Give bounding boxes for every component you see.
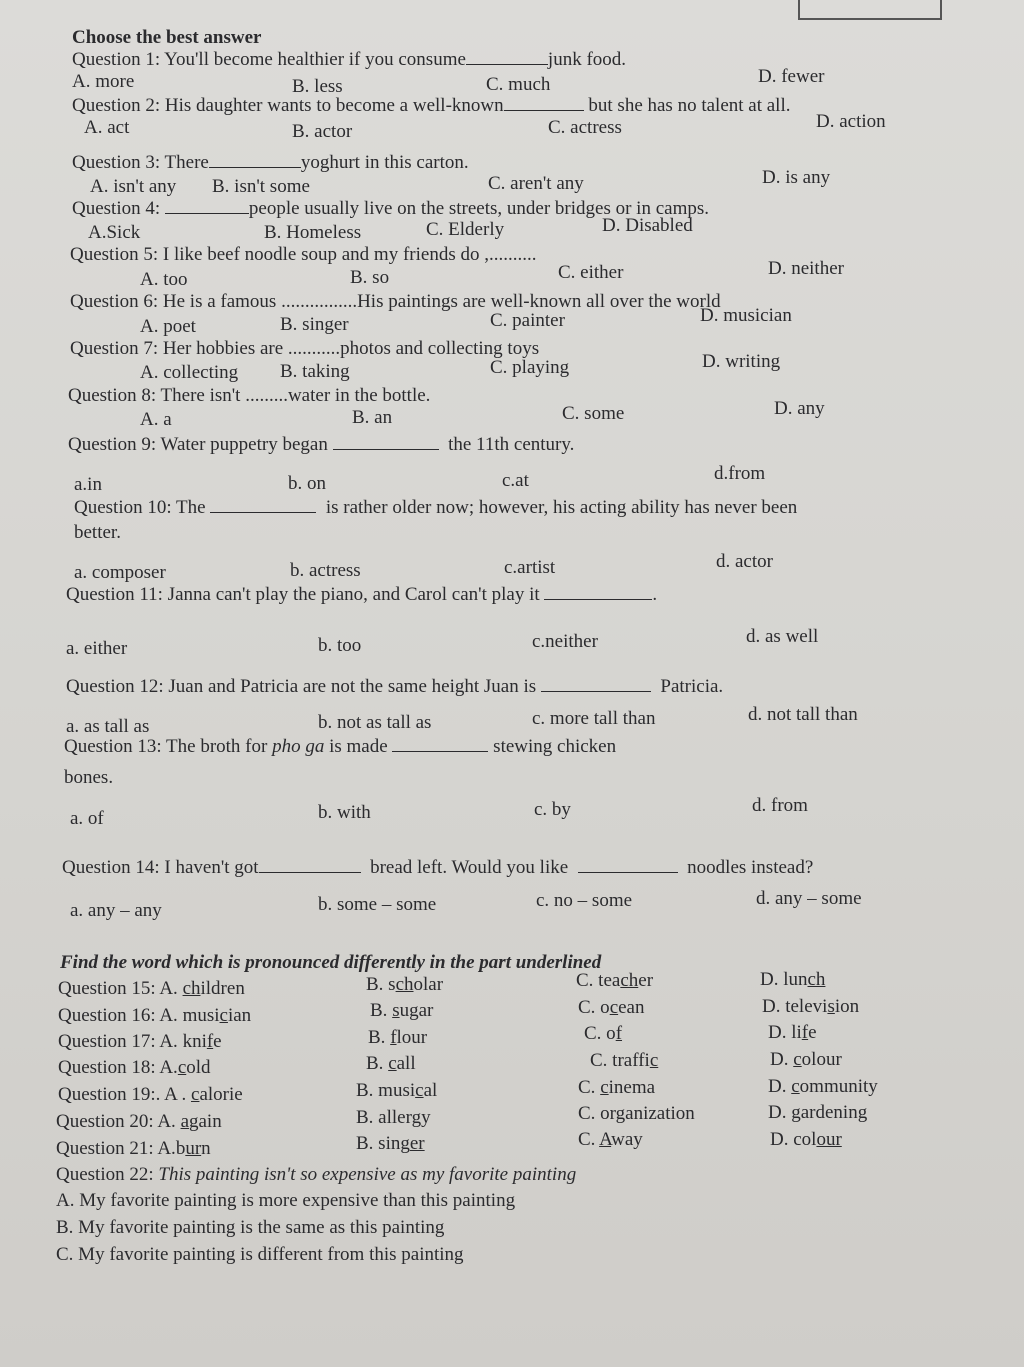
- q12-option-a: a. as tall as: [66, 716, 150, 737]
- question-1: Question 1: You'll become healthier if you consume junk food.: [72, 49, 627, 70]
- q17-option-b: B. flour: [368, 1027, 428, 1048]
- q4-option-b: B. Homeless: [264, 222, 362, 243]
- q13-option-d: d. from: [752, 795, 808, 816]
- question-17: Question 17: A. knife: [58, 1031, 222, 1052]
- q18-option-b: B. call: [366, 1053, 416, 1074]
- q22-option-b: B. My favorite painting is the same as this painting: [56, 1217, 445, 1238]
- q20-option-d: D. gardening: [768, 1102, 868, 1123]
- q16-option-d: D. television: [762, 996, 860, 1017]
- q7-option-b: B. taking: [280, 361, 350, 382]
- q12-option-d: d. not tall than: [748, 704, 858, 725]
- q22-option-a: A. My favorite painting is more expensive than this painting: [56, 1190, 516, 1211]
- q14-option-b: b. some – some: [318, 894, 437, 915]
- q4-option-d: D. Disabled: [602, 215, 693, 236]
- q5-option-c: C. either: [558, 262, 624, 283]
- question-22: Question 22: This painting isn't so expensive as my favorite painting: [56, 1164, 577, 1185]
- q16-option-b: B. sugar: [370, 1000, 434, 1021]
- q11-option-c: c.neither: [532, 631, 598, 652]
- q2-option-a: A. act: [84, 117, 130, 138]
- q6-option-d: D. musician: [700, 305, 792, 326]
- question-9: Question 9: Water puppetry began the 11th century.: [68, 434, 575, 455]
- heading: Choose the best answer: [72, 27, 262, 48]
- q9-option-b: b. on: [288, 473, 326, 494]
- q18-option-d: D. colour: [770, 1049, 842, 1070]
- q7-option-d: D. writing: [702, 351, 781, 372]
- q19-option-b: B. musical: [356, 1080, 438, 1101]
- q12-option-b: b. not as tall as: [318, 712, 432, 733]
- question-13-cont: bones.: [64, 767, 114, 788]
- q22-option-c: C. My favorite painting is different from this painting: [56, 1244, 464, 1265]
- q10-option-b: b. actress: [290, 560, 361, 581]
- q21-option-b: B. singer: [356, 1133, 425, 1154]
- q14-option-c: c. no – some: [536, 890, 633, 911]
- q12-option-c: c. more tall than: [532, 708, 656, 729]
- q21-option-c: C. Away: [578, 1129, 643, 1150]
- q1-option-a: A. more: [72, 71, 135, 92]
- question-7: Question 7: Her hobbies are ...........photos and collecting toys: [70, 338, 540, 359]
- question-19: Question 19:. A . calorie: [58, 1084, 243, 1105]
- q14-option-a: a. any – any: [70, 900, 162, 921]
- question-10: Question 10: The is rather older now; however, his acting ability has never been: [74, 497, 798, 518]
- question-12: Question 12: Juan and Patricia are not the same height Juan is Patricia.: [66, 676, 724, 697]
- question-15: Question 15: A. children: [58, 978, 245, 999]
- q8-option-b: B. an: [352, 407, 393, 428]
- q13-option-c: c. by: [534, 799, 571, 820]
- q10-option-d: d. actor: [716, 551, 773, 572]
- section-2-heading: Find the word which is pronounced differently in the part underlined: [60, 952, 602, 973]
- q4-option-a: A.Sick: [88, 222, 141, 243]
- q3-option-c: C. aren't any: [488, 173, 584, 194]
- q5-option-a: A. too: [140, 269, 188, 290]
- question-5: Question 5: I like beef noodle soup and my friends do ,..........: [70, 244, 537, 265]
- question-8: Question 8: There isn't .........water in the bottle.: [68, 385, 431, 406]
- q11-option-b: b. too: [318, 635, 362, 656]
- q13-option-a: a. of: [70, 808, 104, 829]
- q2-option-b: B. actor: [292, 121, 353, 142]
- question-4: Question 4: people usually live on the streets, under bridges or in camps.: [72, 198, 710, 219]
- q19-option-d: D. community: [768, 1076, 878, 1097]
- q15-option-c: C. teacher: [576, 970, 654, 991]
- q1-option-c: C. much: [486, 74, 551, 95]
- q19-option-c: C. cinema: [578, 1077, 656, 1098]
- q16-option-c: C. ocean: [578, 997, 645, 1018]
- q8-option-c: C. some: [562, 403, 625, 424]
- question-18: Question 18: A.cold: [58, 1057, 211, 1078]
- q3-option-d: D. is any: [762, 167, 831, 188]
- question-14: Question 14: I haven't got bread left. Would you like noodles instead?: [62, 857, 814, 878]
- question-6: Question 6: He is a famous ................His paintings are well-known all over the world: [70, 291, 721, 312]
- q4-option-c: C. Elderly: [426, 219, 505, 240]
- question-13: Question 13: The broth for pho ga is made stewing chicken: [64, 736, 617, 757]
- q1-option-b: B. less: [292, 76, 343, 97]
- question-16: Question 16: A. musician: [58, 1005, 252, 1026]
- q7-option-a: A. collecting: [140, 362, 239, 383]
- question-21: Question 21: A.burn: [56, 1138, 211, 1159]
- q9-option-a: a.in: [74, 474, 102, 495]
- q14-option-d: d. any – some: [756, 888, 862, 909]
- q6-option-c: C. painter: [490, 310, 565, 331]
- q18-option-c: C. traffic: [590, 1050, 659, 1071]
- q13-option-b: b. with: [318, 802, 371, 823]
- q9-option-d: d.from: [714, 463, 766, 484]
- q9-option-c: c.at: [502, 470, 529, 491]
- question-20: Question 20: A. again: [56, 1111, 222, 1132]
- q21-option-d: D. colour: [770, 1129, 842, 1150]
- q8-option-a: A. a: [140, 409, 172, 430]
- q17-option-c: C. of: [584, 1023, 623, 1044]
- question-10-cont: better.: [74, 522, 121, 543]
- q8-option-d: D. any: [774, 398, 825, 419]
- q10-option-a: a. composer: [74, 562, 166, 583]
- q15-option-d: D. lunch: [760, 969, 826, 990]
- q17-option-d: D. life: [768, 1022, 817, 1043]
- q10-option-c: c.artist: [504, 557, 556, 578]
- q3-option-a: A. isn't any: [90, 176, 177, 197]
- question-2: Question 2: His daughter wants to become a well-known but she has no talent at all.: [72, 95, 791, 116]
- q15-option-b: B. scholar: [366, 974, 444, 995]
- q3-option-b: B. isn't some: [212, 176, 310, 197]
- q20-option-b: B. allergy: [356, 1107, 431, 1128]
- q7-option-c: C. playing: [490, 357, 570, 378]
- q11-option-a: a. either: [66, 638, 128, 659]
- q5-option-b: B. so: [350, 267, 390, 288]
- q6-option-b: B. singer: [280, 314, 349, 335]
- question-3: Question 3: There yoghurt in this carton.: [72, 152, 469, 173]
- q5-option-d: D. neither: [768, 258, 844, 279]
- q2-option-d: D. action: [816, 111, 886, 132]
- q6-option-a: A. poet: [140, 316, 196, 337]
- q1-option-d: D. fewer: [758, 66, 825, 87]
- question-11: Question 11: Janna can't play the piano, and Carol can't play it .: [66, 584, 658, 605]
- header-box: [798, 0, 942, 20]
- q2-option-c: C. actress: [548, 117, 622, 138]
- q20-option-c: C. organization: [578, 1103, 695, 1124]
- q11-option-d: d. as well: [746, 626, 819, 647]
